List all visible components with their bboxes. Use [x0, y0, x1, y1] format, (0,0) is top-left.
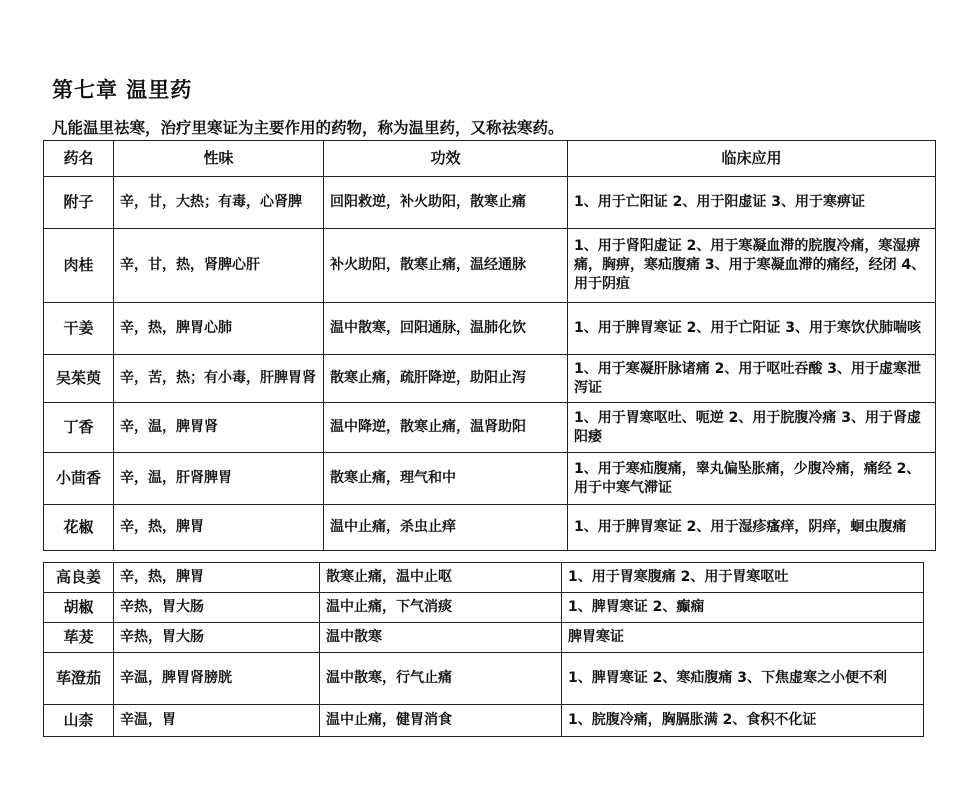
- herb-effect: 散寒止痛，理气和中: [324, 453, 568, 505]
- table-row: [44, 303, 936, 355]
- herb-nature: 辛，热，脾胃: [114, 563, 320, 593]
- table-row: [44, 705, 924, 737]
- table-row: [44, 653, 924, 705]
- herb-name: 丁香: [44, 403, 114, 453]
- herb-effect: 散寒止痛，疏肝降逆，助阳止泻: [324, 355, 568, 403]
- table-row: [44, 563, 924, 593]
- herb-name: 胡椒: [44, 593, 114, 623]
- intro-text: 凡能温里祛寒，治疗里寒证为主要作用的药物，称为温里药，又称祛寒药。: [52, 119, 564, 137]
- table-row: [44, 177, 936, 229]
- table-row: [44, 229, 936, 303]
- herb-effect: 温中止痛，下气消痰: [320, 593, 562, 623]
- herb-clinical: 1、用于亡阳证 2、用于阳虚证 3、用于寒痹证: [568, 177, 936, 229]
- page-title: 第七章 温里药: [52, 78, 193, 102]
- herb-nature: 辛，苦，热；有小毒，肝脾胃肾: [114, 355, 324, 403]
- herb-clinical: 脾胃寒证: [562, 623, 924, 653]
- herb-nature: 辛温，胃: [114, 705, 320, 737]
- herb-nature: 辛，甘，大热；有毒，心肾脾: [114, 177, 324, 229]
- herb-name: 高良姜: [44, 563, 114, 593]
- herb-clinical: 1、用于肾阳虚证 2、用于寒凝血滞的脘腹冷痛，寒湿痹痛，胸痹，寒疝腹痛 3、用于寒凝血滞的痛经，经闭 4、用于阴疽: [568, 229, 936, 303]
- herb-name: 花椒: [44, 505, 114, 551]
- table-row: [44, 593, 924, 623]
- herb-effect: 散寒止痛，温中止呕: [320, 563, 562, 593]
- herb-name: 肉桂: [44, 229, 114, 303]
- header-name: 药名: [44, 141, 114, 177]
- herb-nature: 辛，热，脾胃: [114, 505, 324, 551]
- herb-clinical: 1、用于胃寒呕吐、呃逆 2、用于脘腹冷痛 3、用于肾虚阳痿: [568, 403, 936, 453]
- herb-clinical: 1、脾胃寒证 2、癫痫: [562, 593, 924, 623]
- herb-nature: 辛，温，脾胃肾: [114, 403, 324, 453]
- header-nature: 性味: [114, 141, 324, 177]
- herb-nature: 辛，热，脾胃心肺: [114, 303, 324, 355]
- herb-nature: 辛热，胃大肠: [114, 623, 320, 653]
- herb-clinical: 1、用于寒凝肝脉诸痛 2、用于呕吐吞酸 3、用于虚寒泄泻证: [568, 355, 936, 403]
- table-row: [44, 403, 936, 453]
- herb-effect: 温中散寒，行气止痛: [320, 653, 562, 705]
- herb-clinical: 1、用于脾胃寒证 2、用于亡阳证 3、用于寒饮伏肺喘咳: [568, 303, 936, 355]
- herb-effect: 温中散寒，回阳通脉，温肺化饮: [324, 303, 568, 355]
- herb-nature: 辛温，脾胃肾膀胱: [114, 653, 320, 705]
- herb-nature: 辛，甘，热，肾脾心肝: [114, 229, 324, 303]
- header-effect: 功效: [324, 141, 568, 177]
- herb-clinical: 1、脘腹冷痛，胸膈胀满 2、食积不化证: [562, 705, 924, 737]
- herb-table-main: [43, 140, 936, 551]
- herb-name: 干姜: [44, 303, 114, 355]
- herb-effect: 温中散寒: [320, 623, 562, 653]
- herb-effect: 补火助阳，散寒止痛，温经通脉: [324, 229, 568, 303]
- herb-clinical: 1、用于脾胃寒证 2、用于湿疹瘙痒，阴痒，蛔虫腹痛: [568, 505, 936, 551]
- herb-effect: 温中降逆，散寒止痛，温肾助阳: [324, 403, 568, 453]
- herb-clinical: 1、用于胃寒腹痛 2、用于胃寒呕吐: [562, 563, 924, 593]
- herb-name: 山柰: [44, 705, 114, 737]
- table-row: [44, 505, 936, 551]
- table-row: [44, 453, 936, 505]
- herb-name: 小茴香: [44, 453, 114, 505]
- table-row: [44, 623, 924, 653]
- herb-nature: 辛，温，肝肾脾胃: [114, 453, 324, 505]
- herb-table-secondary: [43, 562, 924, 737]
- header-clinical: 临床应用: [568, 141, 936, 177]
- herb-effect: 温中止痛，杀虫止痒: [324, 505, 568, 551]
- herb-effect: 温中止痛，健胃消食: [320, 705, 562, 737]
- herb-nature: 辛热，胃大肠: [114, 593, 320, 623]
- herb-name: 附子: [44, 177, 114, 229]
- herb-effect: 回阳救逆，补火助阳，散寒止痛: [324, 177, 568, 229]
- table-row: [44, 355, 936, 403]
- herb-clinical: 1、脾胃寒证 2、寒疝腹痛 3、下焦虚寒之小便不利: [562, 653, 924, 705]
- herb-name: 荜茇: [44, 623, 114, 653]
- herb-clinical: 1、用于寒疝腹痛，睾丸偏坠胀痛，少腹冷痛，痛经 2、用于中寒气滞证: [568, 453, 936, 505]
- herb-name: 吴茱萸: [44, 355, 114, 403]
- herb-name: 荜澄茄: [44, 653, 114, 705]
